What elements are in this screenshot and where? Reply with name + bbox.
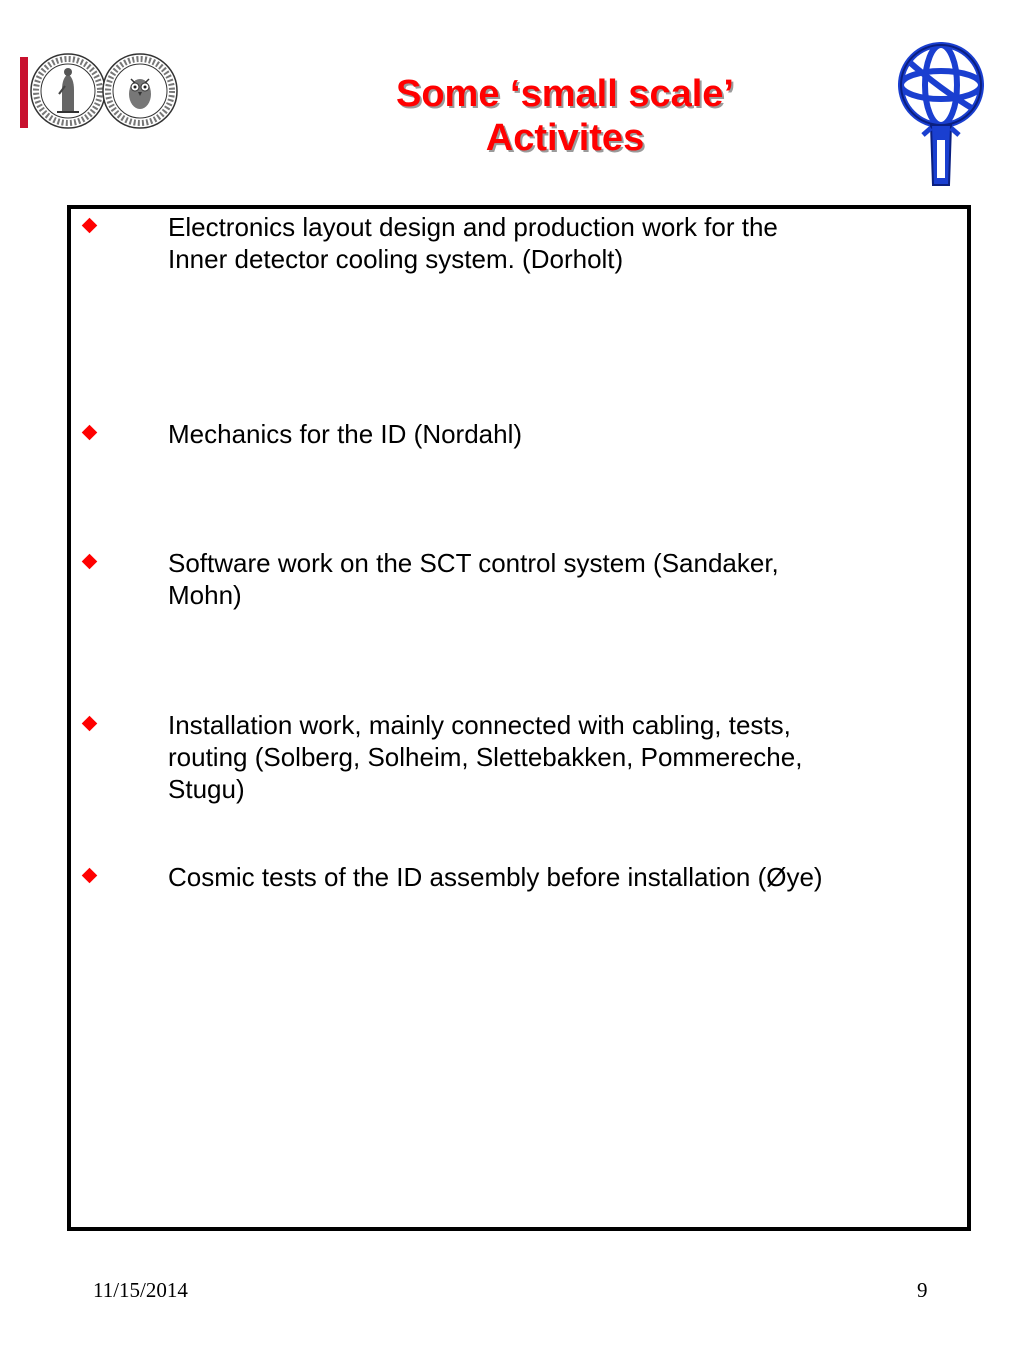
- accent-bar: [20, 57, 28, 128]
- list-item: [168, 211, 948, 275]
- list-item-text: Installation work, mainly connected with cabling, tests, routing (Solberg, Solheim, Slettebakken, Pommereche, Stugu): [168, 710, 803, 804]
- list-item: [168, 861, 948, 893]
- atlas-experiment-logo: [893, 40, 993, 190]
- slide-title: [300, 72, 830, 160]
- page-number: 9: [917, 1278, 928, 1302]
- list-item: [168, 709, 948, 805]
- university-of-oslo-seal: [29, 52, 107, 130]
- list-item-text: Mechanics for the ID (Nordahl): [168, 419, 523, 449]
- list-item-text: Software work on the SCT control system (Sandaker, Mohn): [168, 548, 779, 610]
- list-item-text: Cosmic tests of the ID assembly before installation (Øye): [168, 862, 823, 892]
- list-item: [168, 418, 948, 450]
- slide-title-line-1: Some ‘small scale’: [396, 73, 734, 115]
- slide-title-line-2: Activites: [485, 117, 645, 159]
- list-item-text: Electronics layout design and production work for the Inner detector cooling system. (Dorholt): [168, 212, 778, 274]
- footer-date: 11/15/2014: [93, 1278, 188, 1302]
- list-item: [168, 547, 948, 611]
- university-of-bergen-seal: [101, 52, 179, 130]
